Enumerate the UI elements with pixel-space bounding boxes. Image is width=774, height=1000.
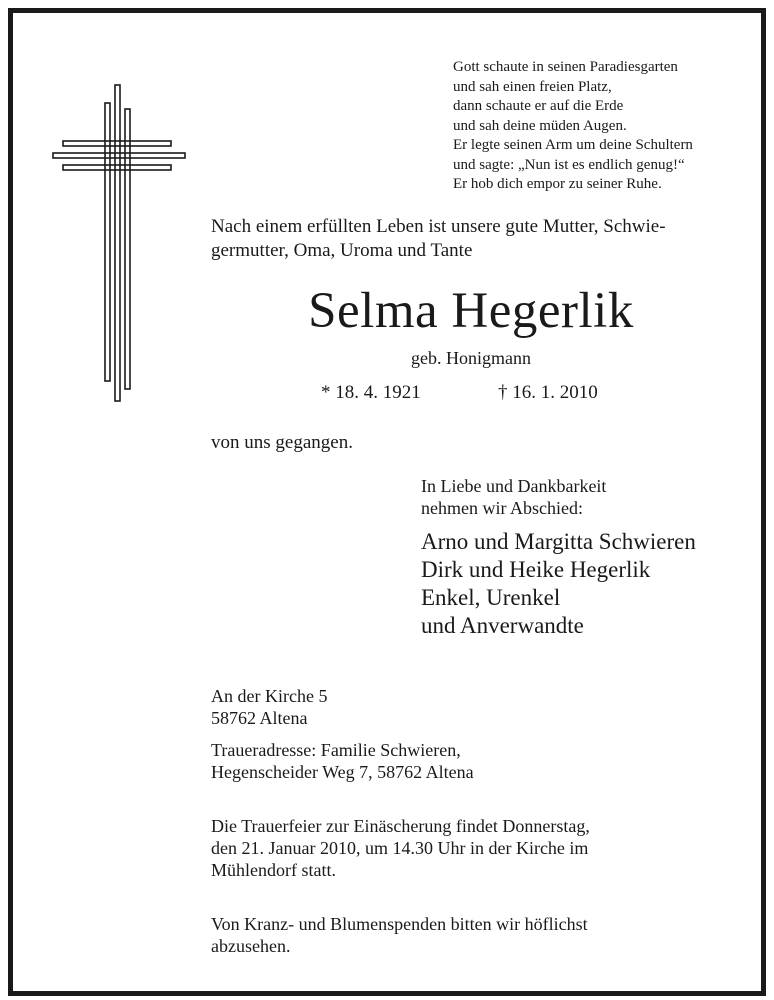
intro-text	[211, 215, 751, 263]
farewell-text	[421, 475, 606, 519]
passed-text: von uns gegangen.	[211, 432, 353, 453]
obituary-notice	[8, 8, 766, 996]
farewell-line: In Liebe und Dankbarkeit	[421, 476, 607, 496]
intro-line: germutter, Oma, Uroma und Tante	[211, 240, 473, 261]
mourning-address-line: Traueradresse: Familie Schwieren,	[211, 740, 461, 760]
ceremony-info	[211, 815, 590, 881]
mourner: Enkel, Urenkel	[421, 585, 561, 610]
poem-line: Er legte seinen Arm um deine Schultern	[453, 137, 693, 153]
mourning-address	[211, 739, 474, 783]
poem-line: und sah einen freien Platz,	[453, 78, 612, 95]
poem-line: Er hob dich empor zu seiner Ruhe.	[453, 176, 662, 192]
mourner: Dirk und Heike Hegerlik	[421, 557, 651, 582]
ceremony-line: Mühlendorf statt.	[211, 860, 336, 880]
cross-icon	[49, 83, 189, 418]
birth-date: * 18. 4. 1921	[321, 382, 421, 403]
flowers-line: abzusehen.	[211, 936, 291, 956]
mourning-address-line: Hegenscheider Weg 7, 58762 Altena	[211, 762, 474, 782]
flowers-note	[211, 913, 588, 957]
poem-line: Gott schaute in seinen Paradiesgarten	[453, 59, 678, 75]
death-date: † 16. 1. 2010	[498, 382, 598, 403]
poem-line: und sagte: „Nun ist es endlich genug!“	[453, 156, 685, 173]
intro-line: Nach einem erfüllten Leben ist unsere gute Mutter, Schwie-	[211, 216, 666, 237]
address	[211, 685, 327, 729]
ceremony-line: den 21. Januar 2010, um 14.30 Uhr in der Kirche im	[211, 838, 589, 858]
flowers-line: Von Kranz- und Blumenspenden bitten wir höflichst	[211, 914, 588, 934]
deceased-name: Selma Hegerlik	[308, 283, 634, 339]
maiden-name: geb. Honigmann	[411, 348, 531, 368]
mourner: Arno und Margitta Schwieren	[421, 529, 696, 554]
ceremony-line: Die Trauerfeier zur Einäscherung findet Donnerstag,	[211, 816, 590, 836]
poem	[453, 58, 753, 195]
address-line: An der Kirche 5	[211, 686, 328, 706]
mourner: und Anverwandte	[421, 613, 584, 638]
farewell-line: nehmen wir Abschied:	[421, 498, 583, 518]
mourners-list	[421, 528, 696, 640]
poem-line: dann schaute er auf die Erde	[453, 98, 624, 114]
poem-line: und sah deine müden Augen.	[453, 117, 627, 134]
address-line: 58762 Altena	[211, 708, 308, 728]
